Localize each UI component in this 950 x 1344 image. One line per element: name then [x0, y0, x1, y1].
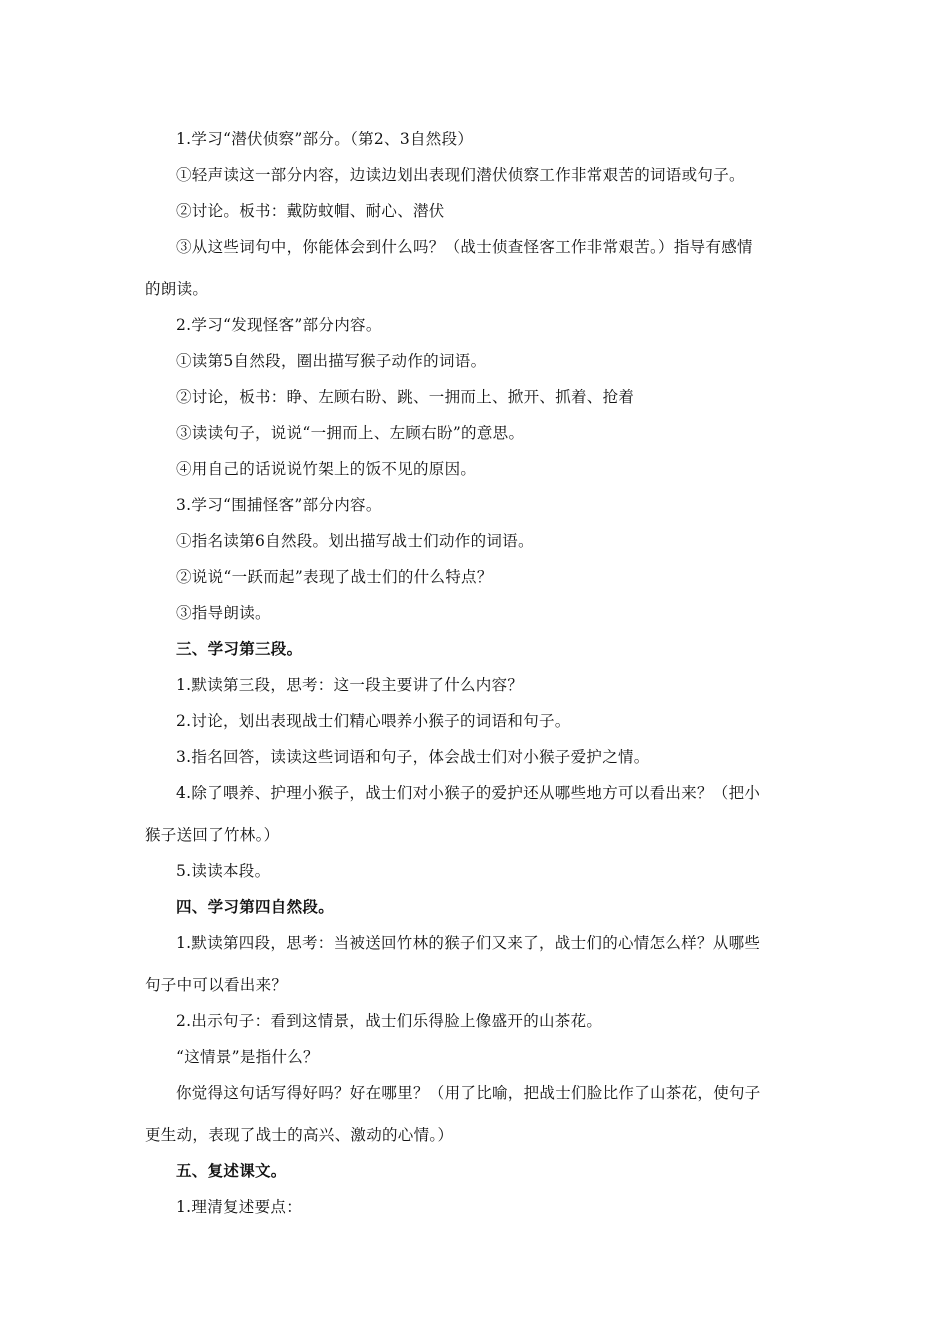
paragraph-continuation: 的朗读。 [145, 280, 209, 298]
paragraph-line: ④用自己的话说说竹架上的饭不见的原因。 [176, 460, 477, 478]
section-heading: 三、学习第三段。 [176, 640, 303, 658]
paragraph-line: 1.理清复述要点： [176, 1198, 302, 1216]
paragraph-line: ②讨论。板书：戴防蚊帽、耐心、潜伏 [176, 202, 445, 220]
paragraph-line: 5.读读本段。 [176, 862, 271, 880]
paragraph-line: 2.讨论，划出表现战士们精心喂养小猴子的词语和句子。 [176, 712, 571, 730]
paragraph-line: 你觉得这句话写得好吗？好在哪里？（用了比喻，把战士们脸比作了山茶花，使句子 [176, 1084, 761, 1102]
paragraph-line: ③读读句子，说说“一拥而上、左顾右盼”的意思。 [176, 424, 525, 442]
paragraph-line: 1.学习“潜伏侦察”部分。（第2、3自然段） [176, 130, 474, 148]
paragraph-line: ①指名读第6自然段。划出描写战士们动作的词语。 [176, 532, 534, 550]
paragraph-continuation: 更生动，表现了战士的高兴、激动的心情。） [145, 1126, 454, 1144]
paragraph-line: ②说说“一跃而起”表现了战士们的什么特点？ [176, 568, 493, 586]
paragraph-line: ①轻声读这一部分内容，边读边划出表现们潜伏侦察工作非常艰苦的词语或句子。 [176, 166, 745, 184]
paragraph-continuation: 猴子送回了竹林。） [145, 826, 280, 844]
paragraph-line: ③指导朗读。 [176, 604, 271, 622]
paragraph-line: 4.除了喂养、护理小猴子，战士们对小猴子的爱护还从哪些地方可以看出来？（把小 [176, 784, 761, 802]
paragraph-line: “这情景”是指什么？ [176, 1048, 319, 1066]
paragraph-line: 1.默读第三段，思考：这一段主要讲了什么内容？ [176, 676, 524, 694]
paragraph-line: ①读第5自然段，圈出描写猴子动作的词语。 [176, 352, 487, 370]
paragraph-line: 3.指名回答，读读这些词语和句子，体会战士们对小猴子爱护之情。 [176, 748, 650, 766]
paragraph-line: ②讨论，板书：睁、左顾右盼、跳、一拥而上、掀开、抓着、抢着 [176, 388, 635, 406]
paragraph-line: 3.学习“围捕怪客”部分内容。 [176, 496, 382, 514]
paragraph-line: ③从这些词句中，你能体会到什么吗？（战士侦查怪客工作非常艰苦。）指导有感情 [176, 238, 753, 256]
section-heading: 四、学习第四自然段。 [176, 898, 335, 916]
paragraph-line: 2.出示句子：看到这情景，战士们乐得脸上像盛开的山茶花。 [176, 1012, 603, 1030]
section-heading: 五、复述课文。 [176, 1162, 287, 1180]
paragraph-line: 2.学习“发现怪客”部分内容。 [176, 316, 382, 334]
paragraph-line: 1.默读第四段，思考：当被送回竹林的猴子们又来了，战士们的心情怎么样？从哪些 [176, 934, 761, 952]
document-body [145, 121, 810, 1225]
paragraph-continuation: 句子中可以看出来？ [145, 976, 288, 994]
